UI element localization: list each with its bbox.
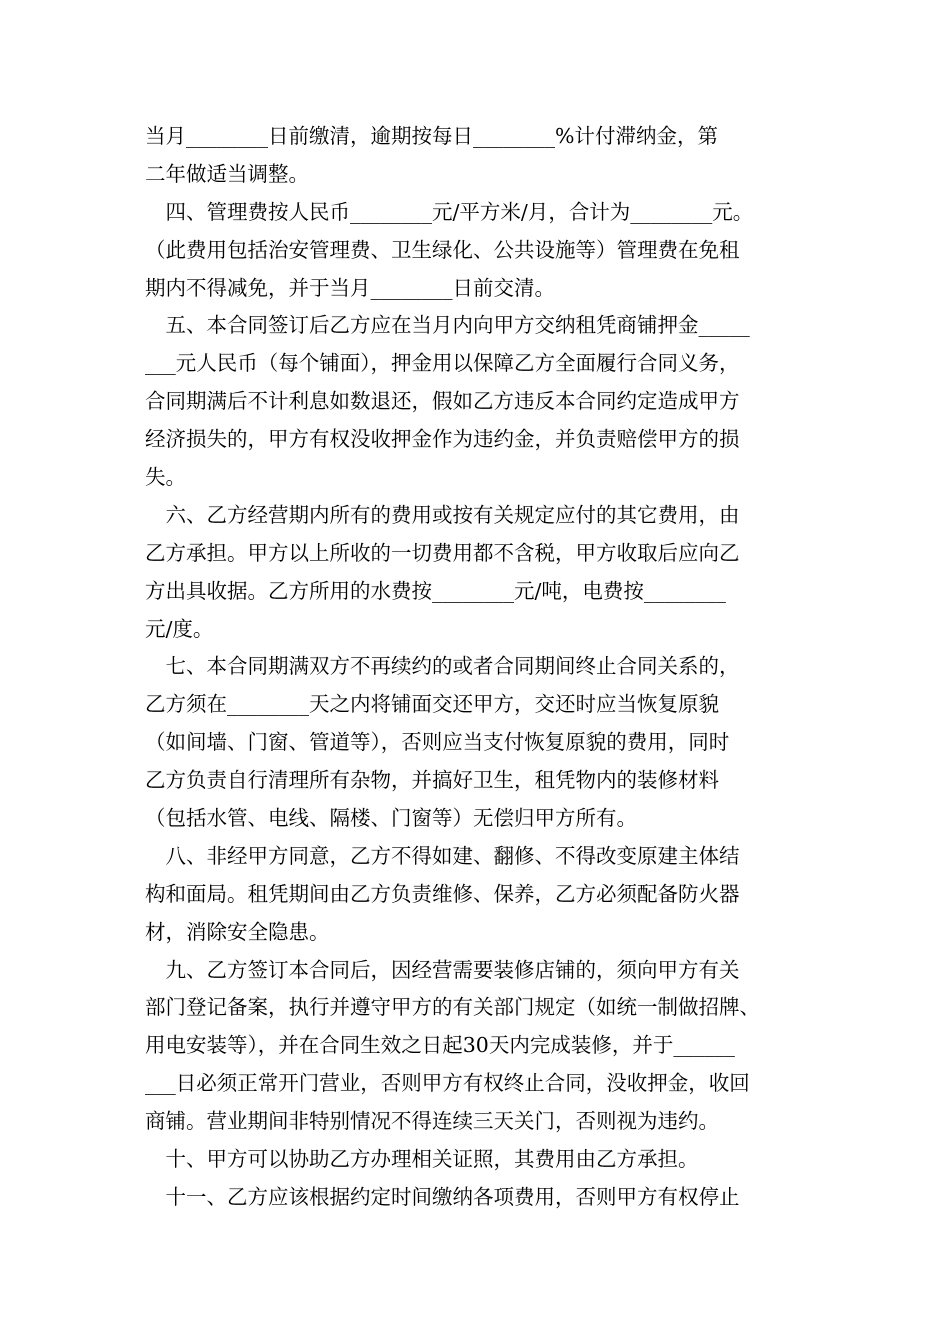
text-line: 方出具收据。乙方所用的水费按________元/吨，电费按________ xyxy=(145,578,726,603)
text-line: 经济损失的，甲方有权没收押金作为违约金，并负责赔偿甲方的损 xyxy=(145,427,740,452)
text-line: 二年做适当调整。 xyxy=(145,161,309,186)
text-line: 四、管理费按人民币________元/平方米/月，合计为________元。 xyxy=(145,199,754,224)
text-line: 当月________日前缴清，逾期按每日________%计付滞纳金，第 xyxy=(145,124,718,148)
text-line: 用电安装等），并在合同生效之日起30天内完成装修，并于______ xyxy=(145,1033,735,1058)
text-line: （包括水管、电线、隔楼、门窗等）无偿归甲方所有。 xyxy=(145,806,637,831)
text-line: 八、非经甲方同意，乙方不得如建、翻修、不得改变原建主体结 xyxy=(145,843,740,868)
text-line: 乙方承担。甲方以上所收的一切费用都不含税，甲方收取后应向乙 xyxy=(145,540,740,565)
text-line: 十一、乙方应该根据约定时间缴纳各项费用，否则甲方有权停止 xyxy=(145,1184,740,1209)
text-line: 乙方须在________天之内将铺面交还甲方，交还时应当恢复原貌 xyxy=(145,692,719,717)
text-line: 乙方负责自行清理所有杂物，并搞好卫生，租凭物内的装修材料 xyxy=(145,768,719,793)
text-line: 合同期满后不计利息如数退还，假如乙方违反本合同约定造成甲方 xyxy=(145,389,740,414)
text-line: 五、本合同签订后乙方应在当月内向甲方交纳租凭商铺押金_____ xyxy=(145,313,750,338)
text-line: 部门登记备案，执行并遵守甲方的有关部门规定（如统一制做招牌、 xyxy=(145,995,760,1020)
text-line: 构和面局。租凭期间由乙方负责维修、保养，乙方必须配备防火器 xyxy=(145,881,740,906)
contract-text xyxy=(145,118,810,1217)
text-line: （如间墙、门窗、管道等），否则应当支付恢复原貌的费用，同时 xyxy=(145,730,730,755)
text-line: 六、乙方经营期内所有的费用或按有关规定应付的其它费用，由 xyxy=(145,502,740,527)
text-line: 九、乙方签订本合同后，因经营需要装修店铺的，须向甲方有关 xyxy=(145,957,740,982)
text-line: 七、本合同期满双方不再续约的或者合同期间终止合同关系的， xyxy=(145,654,740,679)
text-line: 元/度。 xyxy=(145,616,214,641)
text-line: 期内不得减免，并于当月________日前交清。 xyxy=(145,275,555,300)
text-line: ___日必须正常开门营业，否则甲方有权终止合同，没收押金，收回 xyxy=(145,1071,750,1096)
text-line: （此费用包括治安管理费、卫生绿化、公共设施等）管理费在免租 xyxy=(145,237,740,262)
text-line: ___元人民币（每个铺面），押金用以保障乙方全面履行合同义务， xyxy=(145,351,740,376)
text-line: 十、甲方可以协助乙方办理相关证照，其费用由乙方承担。 xyxy=(145,1147,699,1172)
text-line: 材，消除安全隐患。 xyxy=(145,919,330,944)
text-line: 商铺。营业期间非特别情况不得连续三天关门，否则视为违约。 xyxy=(145,1109,719,1134)
text-line: 失。 xyxy=(145,465,186,490)
